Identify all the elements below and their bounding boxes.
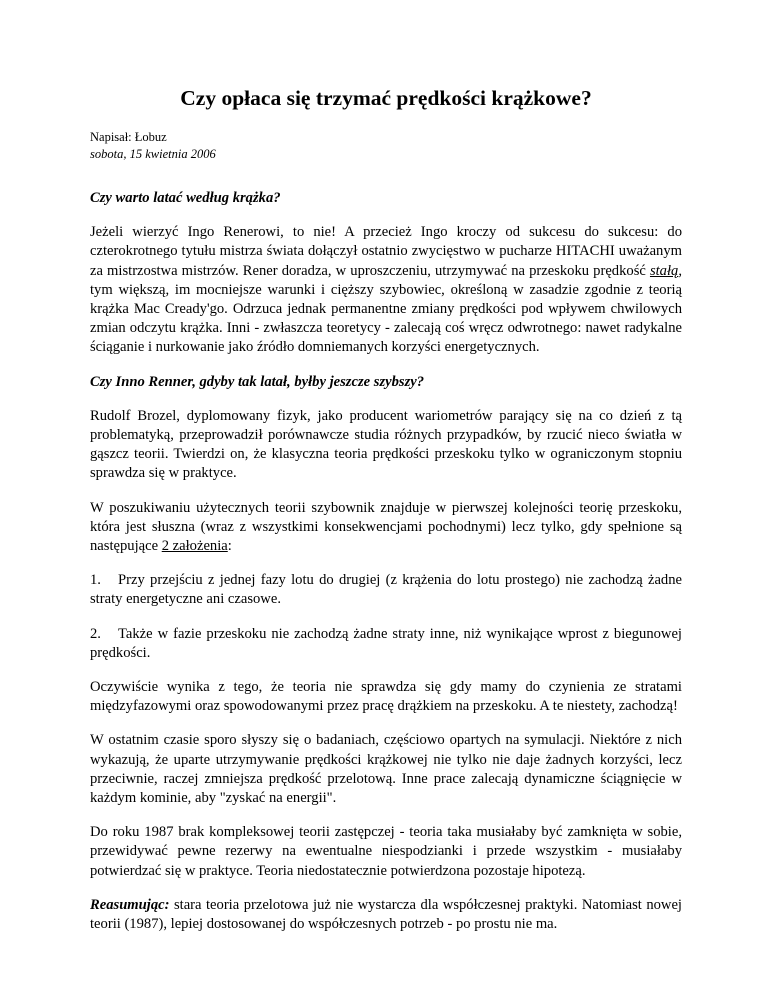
section-heading-2: Czy Inno Renner, gdyby tak latał, byłby jeszcze szybszy? bbox=[90, 373, 425, 390]
paragraph-7 bbox=[90, 896, 682, 934]
list-item-2 bbox=[90, 625, 682, 663]
date-line: sobota, 15 kwietnia 2006 bbox=[90, 147, 216, 161]
stala-link[interactable]: stałą bbox=[649, 262, 679, 279]
author-line: Napisał: Łobuz bbox=[90, 130, 167, 144]
paragraph-6: Do roku 1987 brak kompleksowej teorii zastępczej - teoria taka musiałaby być zamknięta w sobie, przewidywać pewne rezerwy na ewentualne niespodzianki i przede wszystkim - musiałaby potwierdzać się w praktyce. Teoria niedostatecznie potwierdzona pozostaje hipotezą. bbox=[90, 824, 682, 879]
list-item-1-number: 1. bbox=[90, 572, 101, 589]
paragraph-2: Rudolf Brozel, dyplomowany fizyk, jako producent wariometrów parający się na co dzień z tą problematyką, przeprowadził porównawcze studia różnych przypadków, by rzucić nieco światła w gąszcz teorii. Twierdzi on, że klasyczna teoria prędkości przeskoku tylko w ograniczonym stopniu sprawdza się w praktyce. bbox=[90, 407, 682, 482]
assumptions-link[interactable]: 2 założenia bbox=[161, 538, 228, 555]
paragraph-1-part-a: Jeżeli wierzyć Ingo Renerowi bbox=[90, 224, 281, 241]
list-item-1 bbox=[90, 571, 682, 609]
paragraph-1-part-c: , tym większą, im mocniejsze warunki i cięższy szybowiec, określoną w zasadzie zgodnie z teorią krążka Mac Cready'go. Odrzuca jednak permanentne zmiany prędkości pod wpływem chwilowych zmian odczytu krążka. Inni - zwłaszcza teoretycy - zalecają coś wręcz odwrotnego: nawet radykalne ściąganie i nurkowanie jako źródło domniemanych korzyści energetycznych. bbox=[90, 262, 682, 356]
summary-label: Reasumując: bbox=[90, 896, 170, 913]
section-heading-1: Czy warto latać według krążka? bbox=[90, 190, 281, 206]
paragraph-1 bbox=[90, 223, 682, 357]
page-title: Czy opłaca się trzymać prędkości krążkowe? bbox=[180, 86, 592, 110]
paragraph-3-part-b: : bbox=[227, 538, 232, 555]
paragraph-3-part-a: W poszukiwaniu użytecznych teorii szybownik znajduje w pierwszej kolejności teorię przeskoku, która jest słuszna (wraz z wszystkimi konsekwencjami pochodnymi) lecz tylko, gdy spełnione są następujące bbox=[90, 499, 682, 555]
article-meta bbox=[90, 129, 682, 163]
paragraph-4: Oczywiście wynika z tego, że teoria nie sprawdza się gdy mamy do czynienia ze stratami międzyfazowymi oraz spowodowanymi przez pracę drążkiem na przeskoku. A te niestety, zachodzą! bbox=[90, 679, 682, 715]
summary-text: stara teoria przelotowa już nie wystarcza dla współczesnej praktyki. Natomiast nowej teorii (1987), lepiej dostosowanej do współczesnych potrzeb - po prostu nie ma. bbox=[90, 896, 682, 933]
paragraph-1-part-b-text: , to nie! A przecież Ingo kroczy od sukcesu do sukcesu: do czterokrotnego tytułu mistrza świata dołączył ostatnio zwycięstwo w pucharze HITACHI uważanym za mistrzostwa mistrzów. Rener doradza, w uproszczeniu, utrzymywać na przeskoku prędkość bbox=[90, 224, 682, 279]
list-item-2-number: 2. bbox=[90, 625, 101, 642]
paragraph-3 bbox=[90, 499, 682, 557]
list-item-1-text: Przy przejściu z jednej fazy lotu do drugiej (z krążenia do lotu prostego) nie zachodzą żadne straty energetyczne ani czasowe. bbox=[90, 572, 682, 608]
list-item-2-text: Także w fazie przeskoku nie zachodzą żadne straty inne, niż wynikające wprost z biegunowej prędkości. bbox=[90, 625, 682, 661]
paragraph-5: W ostatnim czasie sporo słyszy się o badaniach, częściowo opartych na symulacji. Niektóre z nich wykazują, że uparte utrzymywanie prędkości krążkowej nie tylko nie daje żadnych korzyści, lecz przeciwnie, raczej zmniejsza prędkość przelotową. Inne prace zalecają dynamiczne ściągnięcie w każdym kominie, aby "zyskać na energii". bbox=[90, 732, 682, 807]
